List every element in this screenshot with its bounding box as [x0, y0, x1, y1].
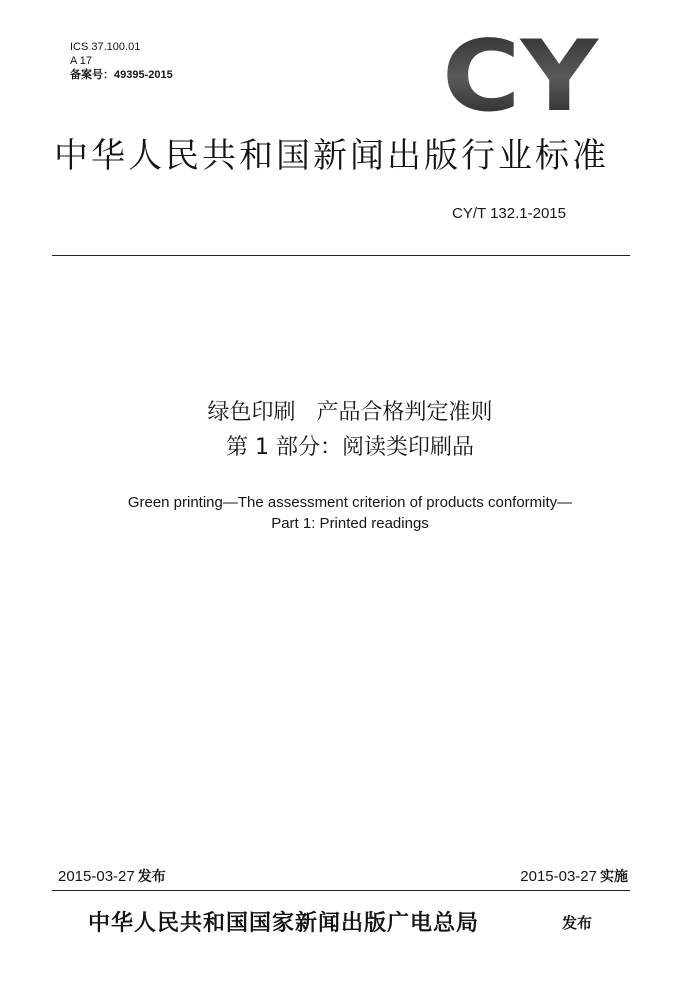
- chinese-title-line-2: 第 1 部分：阅读类印刷品: [226, 435, 474, 460]
- issue-label: 发布: [562, 914, 593, 932]
- ics-code: ICS 37.100.01: [70, 41, 141, 53]
- publish-date: 2015-03-27: [58, 868, 135, 885]
- publish-date-block: [58, 866, 166, 886]
- ccs-code: A 17: [70, 55, 93, 67]
- english-title-line-2: Part 1: Printed readings: [271, 515, 429, 532]
- bottom-divider: [52, 890, 630, 891]
- implement-label: 实施: [600, 869, 628, 885]
- standard-category-title: 中华人民共和国新闻出版行业标准: [54, 136, 609, 176]
- filing-number: 备案号：49395-2015: [70, 69, 173, 81]
- standard-code: CY/T 132.1-2015: [452, 205, 566, 222]
- english-title-line-1: Green printing—The assessment criterion of products conformity—: [127, 494, 573, 511]
- issuing-authority: 中华人民共和国国家新闻出版广电总局: [88, 910, 480, 936]
- top-divider: [52, 255, 630, 256]
- chinese-title-line-1: 绿色印刷 产品合格判定准则: [207, 400, 493, 425]
- cy-logo: [440, 28, 600, 118]
- publish-label: 发布: [137, 869, 166, 885]
- implement-date-block: [520, 866, 628, 886]
- classification-block: [70, 40, 173, 82]
- implement-date: 2015-03-27: [520, 868, 597, 885]
- cy-logo-mark: CY: [442, 28, 600, 118]
